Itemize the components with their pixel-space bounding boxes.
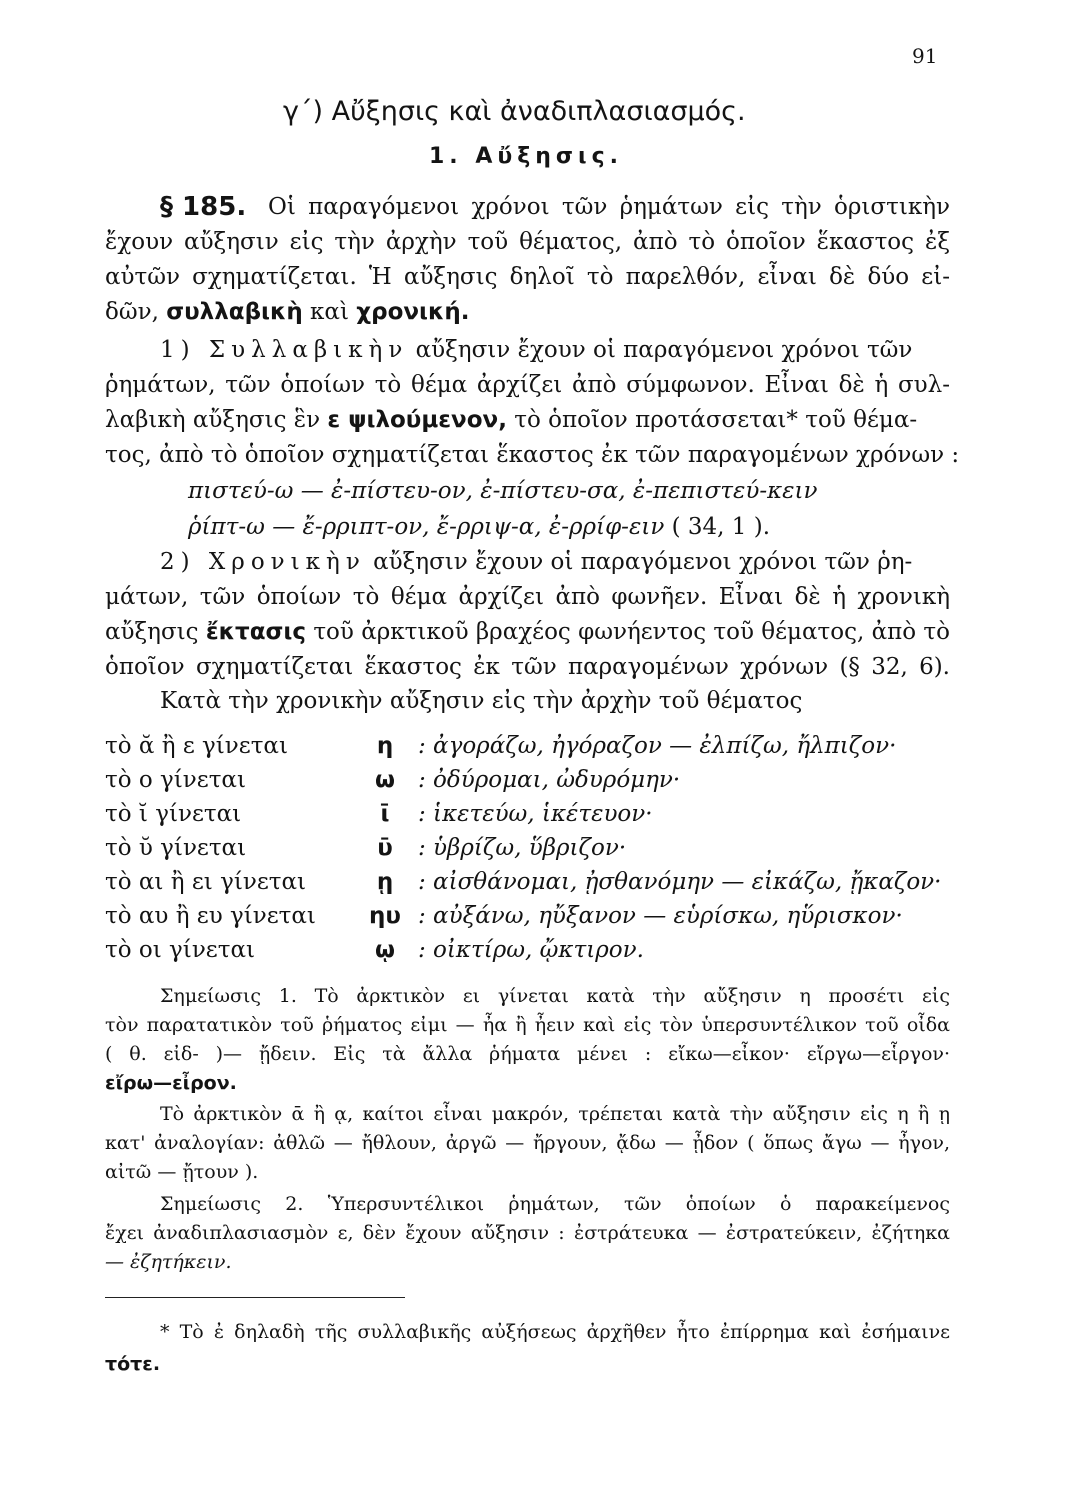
table-left: τὸ αυ ἢ ευ γίνεται — [105, 903, 316, 929]
p2-spaced-term: 2) Χρονικὴν — [160, 549, 366, 575]
example-2-text: ῥίπτ-ω — ἔ-ρριπτ-ον, ἔ-ρριψ-α, ἐ-ρρίφ-ειν — [188, 514, 665, 540]
table-right: : αἰσθάνομαι, ᾐσθανόμην — εἰκάζω, ᾔκαζον· — [418, 869, 942, 895]
p1-line-1 — [160, 337, 950, 363]
p1-line-3-c: τὸ ὁποῖον προτάσσεται* τοῦ θέμα- — [514, 407, 918, 433]
footnote-divider — [105, 1297, 405, 1298]
para185-line-4-text: δῶν, — [105, 299, 159, 325]
table-right: : αὐξάνω, ηὔξανον — εὑρίσκω, ηὕρισκον· — [418, 903, 903, 929]
table-right: : ἀγοράζω, ἠγόραζον — ἐλπίζω, ἤλπιζον· — [418, 733, 897, 759]
para185-line-2: ἔχουν αὔξησιν εἰς τὴν ἀρχὴν τοῦ θέματος, ἀπὸ τὸ ὁποῖον ἕκαστος ἐξ — [105, 229, 950, 255]
table-mid: ῃ — [376, 869, 394, 895]
note2-line-3: — ἐζητήκειν. — [105, 1251, 232, 1273]
table-right: : ἱκετεύω, ἱκέτευον· — [418, 801, 653, 827]
note1-line-7: αἰτῶ — ᾔτουν ). — [105, 1161, 259, 1183]
page-number: 91 — [912, 44, 938, 68]
footnote-line-2: τότε. — [105, 1353, 161, 1375]
p2-line-1 — [160, 549, 950, 575]
table-mid: ῑ — [380, 801, 390, 827]
note1-line-6: κατ' ἀναλογίαν: ἀθλῶ — ἤθλουν, ἀργῶ — ἤργουν, ᾄδω — ᾖδον ( ὅπως ἄγω — ἦγον, — [105, 1132, 950, 1154]
table-right: : οἰκτίρω, ᾤκτιρον. — [418, 937, 644, 963]
term-syllabic: συλλαβικὴ — [166, 299, 303, 325]
p1-spaced-term: 1) Συλλαβικὴν — [160, 337, 409, 363]
example-1: πιστεύ-ω — ἐ-πίστευ-ον, ἐ-πίστευ-σα, ἐ-πεπιστεύ-κειν — [188, 478, 818, 504]
table-left: τὸ ο γίνεται — [105, 767, 246, 793]
table-mid: ω — [375, 767, 395, 793]
table-mid: ῳ — [375, 937, 395, 963]
note2-line-2: ἔχει ἀναδιπλασιασμὸν ε, δὲν ἔχουν αὔξησιν : ἐστράτευκα — ἐστρατεύκειν, ἐζήτηκα — [105, 1222, 950, 1244]
note1-line-4: εἴρω—εἶρον. — [105, 1072, 237, 1094]
table-mid: ῡ — [377, 835, 393, 861]
para185-line-3: αὐτῶν σχηματίζεται. Ἡ αὔξησις δηλοῖ τὸ παρελθόν, εἶναι δὲ δύο εἰ- — [105, 264, 950, 290]
table-left: τὸ αι ἢ ει γίνεται — [105, 869, 307, 895]
p1-line-1-rest: αὔξησιν ἔχουν οἱ παραγόμενοι χρόνοι τῶν — [415, 337, 913, 363]
p2-line-3 — [105, 619, 950, 645]
p2-line-3-c: τοῦ ἀρκτικοῦ βραχέος φωνήεντος τοῦ θέματος, ἀπὸ τὸ — [313, 619, 950, 645]
table-mid: η — [376, 733, 394, 759]
para185-line-1: Οἱ παραγόμενοι χρόνοι τῶν ῥημάτων εἰς τὴν ὁριστικὴν — [268, 194, 950, 220]
table-left: τὸ ῠ γίνεται — [105, 835, 247, 861]
note1-line-5: Τὸ ἀρκτικὸν ᾱ ἢ ᾳ, καίτοι εἶναι μακρόν, τρέπεται κατὰ τὴν αὔξησιν εἰς η ἢ ῃ — [160, 1103, 950, 1125]
p1-line-3-a: λαβικὴ αὔξησις ἓν — [105, 407, 321, 433]
term-extasis: ἔκτασις — [205, 619, 307, 645]
table-left: τὸ οι γίνεται — [105, 937, 255, 963]
note1-line-3: ( θ. εἰδ- )— ᾔδειν. Εἰς τὰ ἄλλα ῥήματα μένει : εἴκω—εἶκον· εἴργω—εἷργον· — [105, 1043, 950, 1065]
p1-line-4: τος, ἀπὸ τὸ ὁποῖον σχηματίζεται ἕκαστος ἐκ τῶν παραγομένων χρόνων : — [105, 442, 960, 468]
p1-line-2: ῥημάτων, τῶν ὁποίων τὸ θέμα ἀρχίζει ἀπὸ σύμφωνον. Εἶναι δὲ ἡ συλ- — [105, 372, 950, 398]
note1-line-2: τὸν παρατατικὸν τοῦ ῥήματος εἰμι — ἦα ἢ ἦειν καὶ εἰς τὸν ὑπερσυντέλικον τοῦ οἶδα — [105, 1014, 950, 1036]
example-2 — [188, 514, 770, 540]
p2-line-4: ὁποῖον σχηματίζεται ἕκαστος ἐκ τῶν παραγομένων χρόνων (§ 32, 6). — [105, 654, 950, 680]
term-epsilon: ε ψιλούμενον, — [327, 407, 507, 433]
p2-line-2: μάτων, τῶν ὁποίων τὸ θέμα ἀρχίζει ἀπὸ φωνῆεν. Εἶναι δὲ ἡ χρονικὴ — [105, 584, 950, 610]
paragraph-mark: § 185. — [160, 192, 247, 222]
note2-line-1: Σημείωσις 2. Ὑπερσυντέλικοι ῥημάτων, τῶν ὁποίων ὁ παρακείμενος — [160, 1193, 950, 1215]
p1-line-3 — [105, 407, 950, 433]
table-left: τὸ ῐ γίνεται — [105, 801, 242, 827]
table-left: τὸ ᾰ ἢ ε γίνεται — [105, 733, 288, 759]
table-mid: ηυ — [369, 903, 401, 929]
section-heading: γ΄) Αὔξησις καὶ ἀναδιπλασιασμός. — [283, 96, 746, 127]
table-right: : ὑβρίζω, ὕβριζον· — [418, 835, 627, 861]
term-temporal: χρονική. — [356, 299, 470, 325]
p2-line-1-rest: αὔξησιν ἔχουν οἱ παραγόμενοι χρόνοι τῶν ῥη- — [373, 549, 913, 575]
example-2-ref: ( 34, 1 ). — [671, 514, 771, 540]
footnote-line-1: * Τὸ ἐ δηλαδὴ τῆς συλλαβικῆς αὐξήσεως ἀρχῆθεν ἦτο ἐπίρρημα καὶ ἐσήμαινε — [160, 1321, 950, 1343]
p2-line-5: Κατὰ τὴν χρονικὴν αὔξησιν εἰς τὴν ἀρχὴν τοῦ θέματος — [160, 688, 803, 714]
p2-line-3-a: αὔξησις — [105, 619, 199, 645]
conjunction: καὶ — [310, 299, 349, 325]
para185-line-4 — [105, 299, 950, 325]
table-right: : ὀδύρομαι, ὠδυρόμην· — [418, 767, 681, 793]
note1-line-1: Σημείωσις 1. Τὸ ἀρκτικὸν ει γίνεται κατὰ τὴν αὔξησιν η προσέτι εἰς — [160, 985, 950, 1007]
subheading: 1. Αὔξησις. — [429, 144, 623, 169]
